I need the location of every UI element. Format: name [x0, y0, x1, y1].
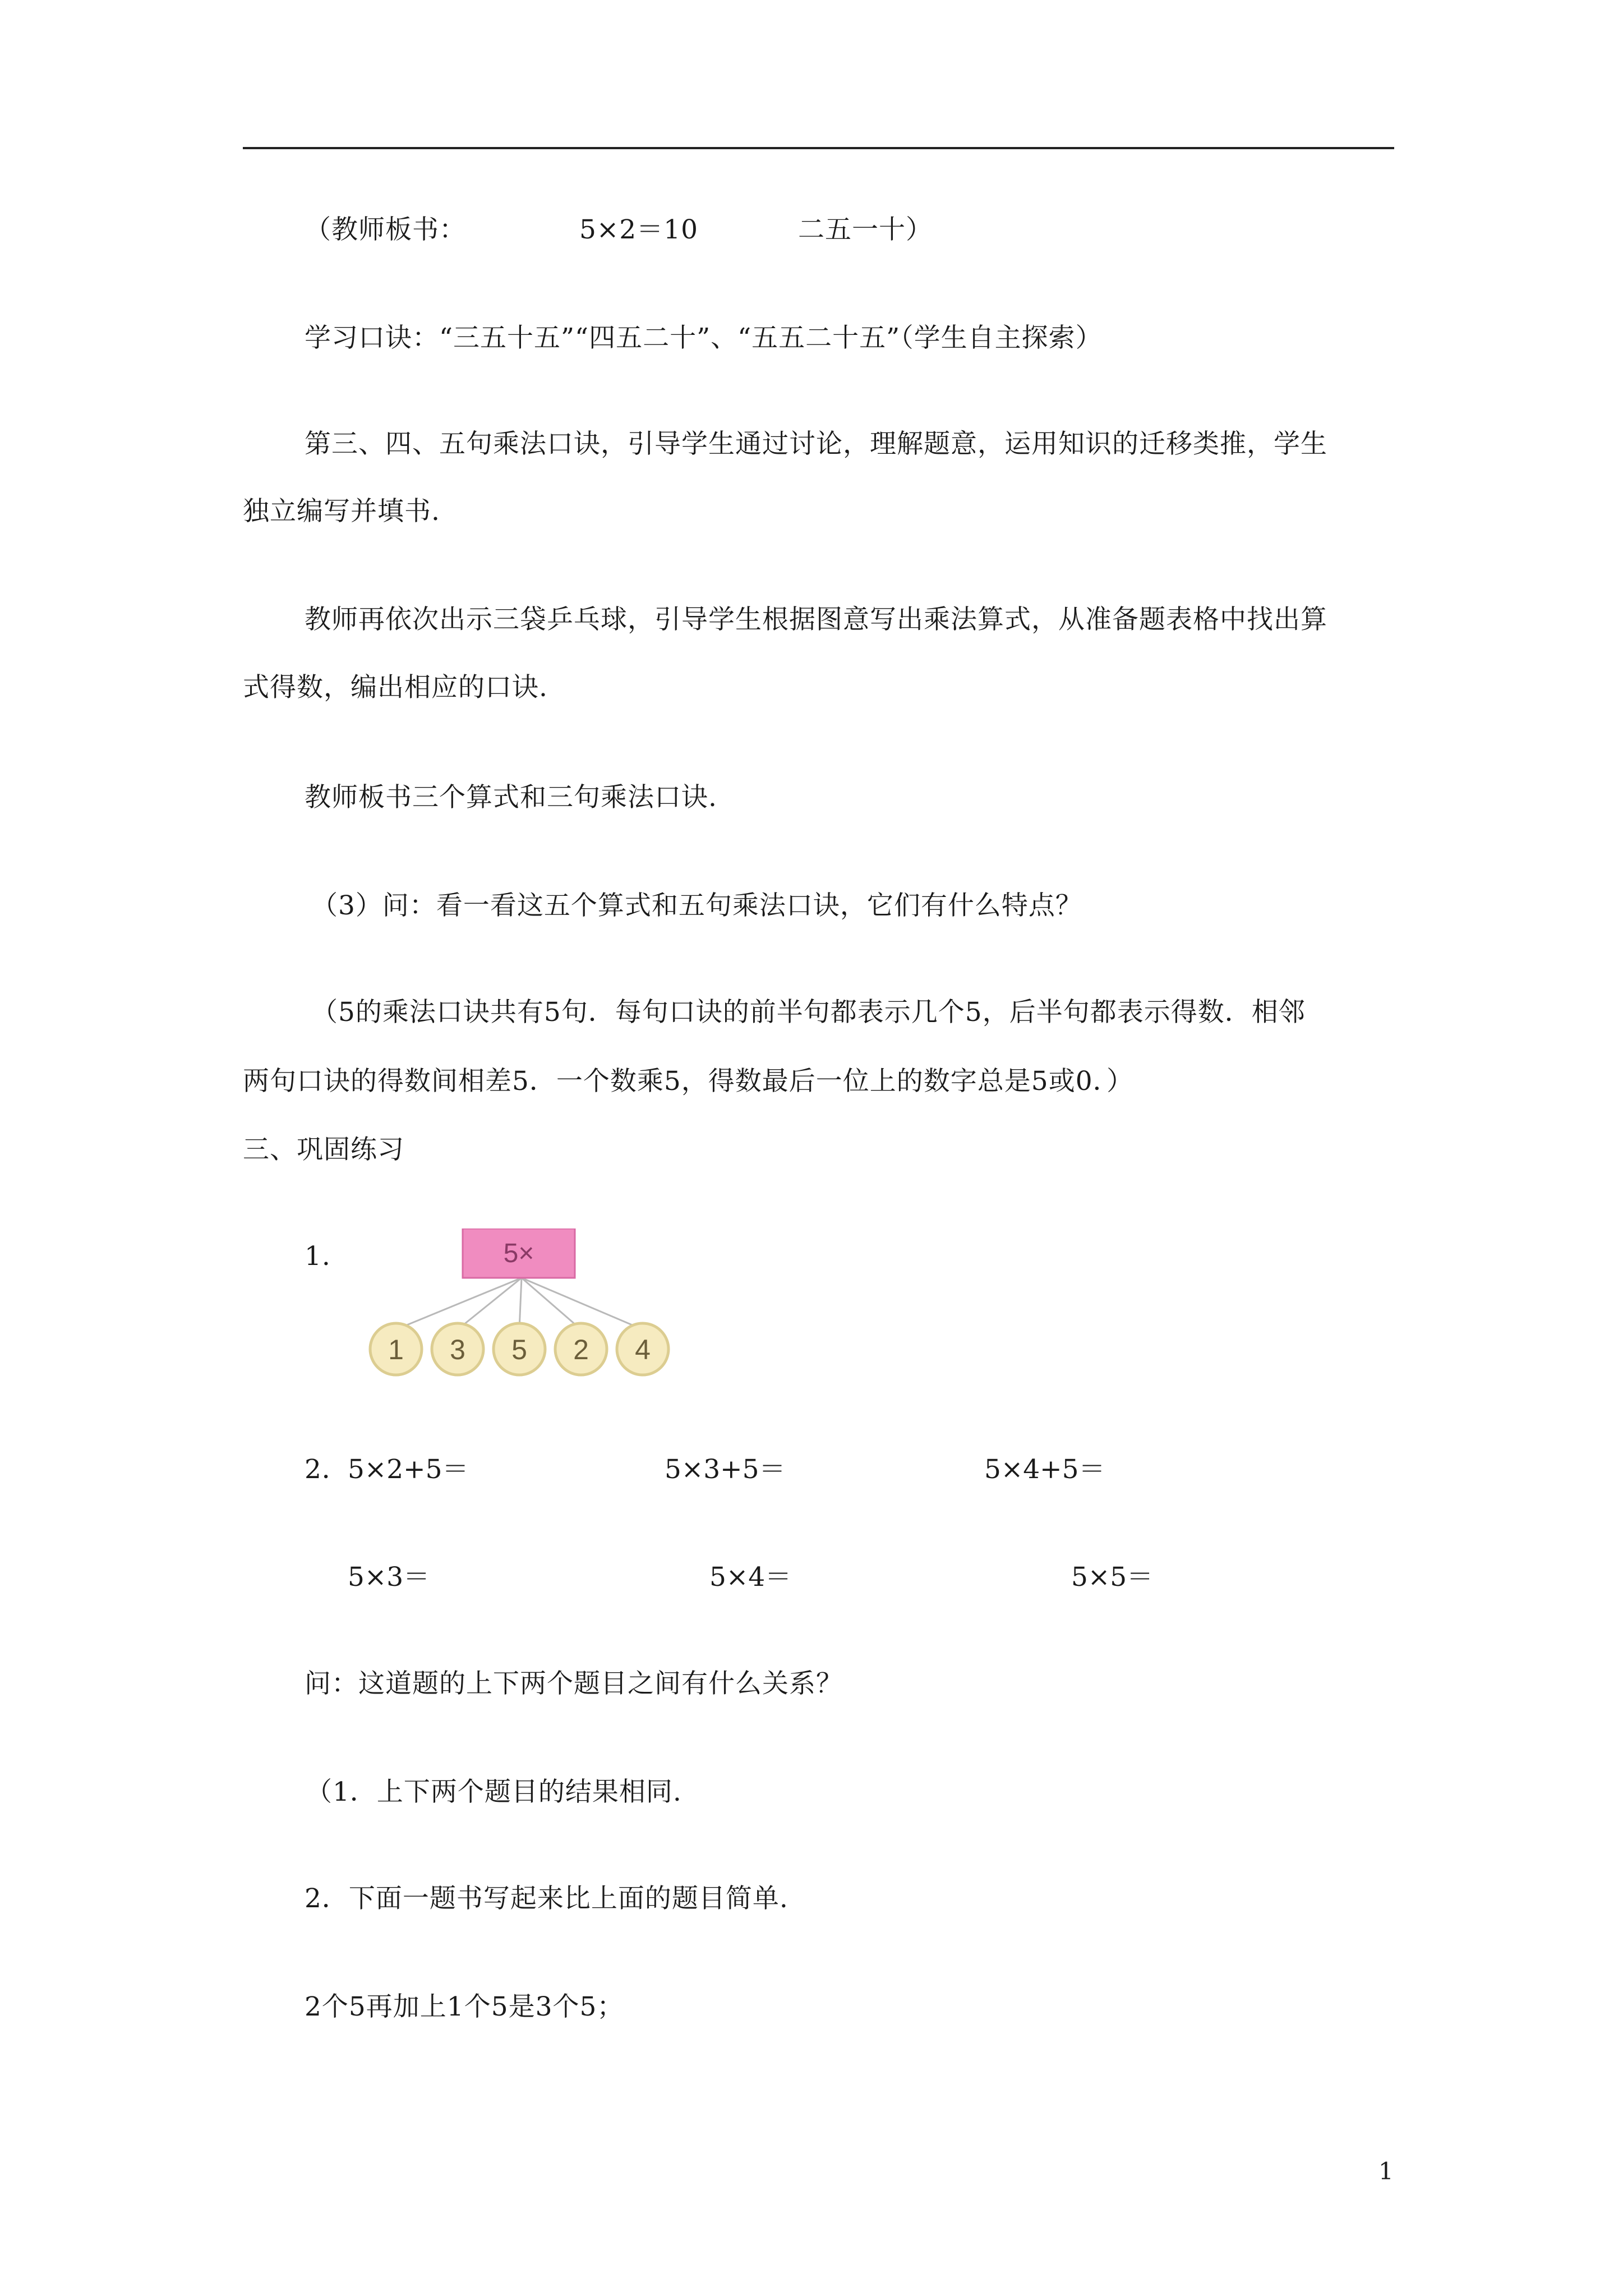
- board-label: （教师板书：: [305, 214, 466, 245]
- connector-line: [458, 1278, 522, 1329]
- figure-svg: [359, 1228, 684, 1380]
- connector-line: [519, 1278, 522, 1329]
- equation-r2-c2: 5×4＝: [709, 1562, 792, 1593]
- answer-3: 2个5再加上1个5是3个5；: [305, 1991, 624, 2022]
- connector-line: [522, 1278, 643, 1329]
- answer-1: （1．上下两个题目的结果相同.: [306, 1777, 682, 1807]
- paragraph-3b: 独立编写并填书.: [243, 496, 440, 527]
- answer-2: 2．下面一题书写起来比上面的题目简单.: [305, 1883, 789, 1914]
- board-equation: 5×2＝10: [579, 214, 698, 245]
- paragraph-3a: 第三、四、五句乘法口诀，引导学生通过讨论，理解题意，运用知识的迁移类推，学生: [305, 429, 1327, 459]
- header-rule: [243, 147, 1394, 149]
- circle-number: 4: [635, 1334, 651, 1365]
- paragraph-7b: 两句口诀的得数间相差5．一个数乘5，得数最后一位上的数字总是5或0．）: [243, 1066, 1134, 1097]
- section-heading: 三、巩固练习: [243, 1134, 404, 1165]
- exercise-1-label: 1.: [305, 1241, 331, 1272]
- equation-r1-c2: 5×3+5＝: [665, 1454, 786, 1485]
- connector-line: [396, 1278, 522, 1329]
- paragraph-rhymes: 学习口诀：“三五十五”“四五二十”、“五五二十五”（学生自主探索）: [305, 323, 1103, 353]
- circle-number: 1: [388, 1334, 404, 1365]
- circle-number: 3: [450, 1334, 465, 1365]
- paragraph-7a: （5的乘法口诀共有5句．每句口诀的前半句都表示几个5，后半句都表示得数．相邻: [311, 997, 1306, 1028]
- factor-box-label: 5×: [503, 1239, 534, 1268]
- equation-r2-c1: 5×3＝: [348, 1562, 430, 1593]
- circle-number: 2: [573, 1334, 589, 1365]
- paragraph-4b: 式得数，编出相应的口诀.: [243, 672, 548, 703]
- multiply-five-figure: [359, 1228, 684, 1380]
- paragraph-5: 教师板书三个算式和三句乘法口诀.: [305, 782, 717, 813]
- equation-r1-c1: 5×2+5＝: [348, 1454, 469, 1485]
- board-line: [305, 213, 933, 247]
- relation-question: 问：这道题的上下两个题目之间有什么关系？: [305, 1668, 843, 1699]
- page-number: 1: [1378, 2157, 1394, 2185]
- circle-number: 5: [511, 1334, 527, 1365]
- equation-r2-c3: 5×5＝: [1071, 1562, 1154, 1593]
- connector-line: [522, 1278, 581, 1329]
- equation-r1-c3: 5×4+5＝: [984, 1454, 1105, 1485]
- board-rhyme: 二五一十）: [798, 214, 933, 245]
- paragraph-4a: 教师再依次出示三袋乒乓球，引导学生根据图意写出乘法算式，从准备题表格中找出算: [305, 604, 1327, 635]
- question-3: （3）问：看一看这五个算式和五句乘法口诀，它们有什么特点？: [311, 890, 1082, 921]
- exercise-2-label: 2．: [305, 1454, 349, 1485]
